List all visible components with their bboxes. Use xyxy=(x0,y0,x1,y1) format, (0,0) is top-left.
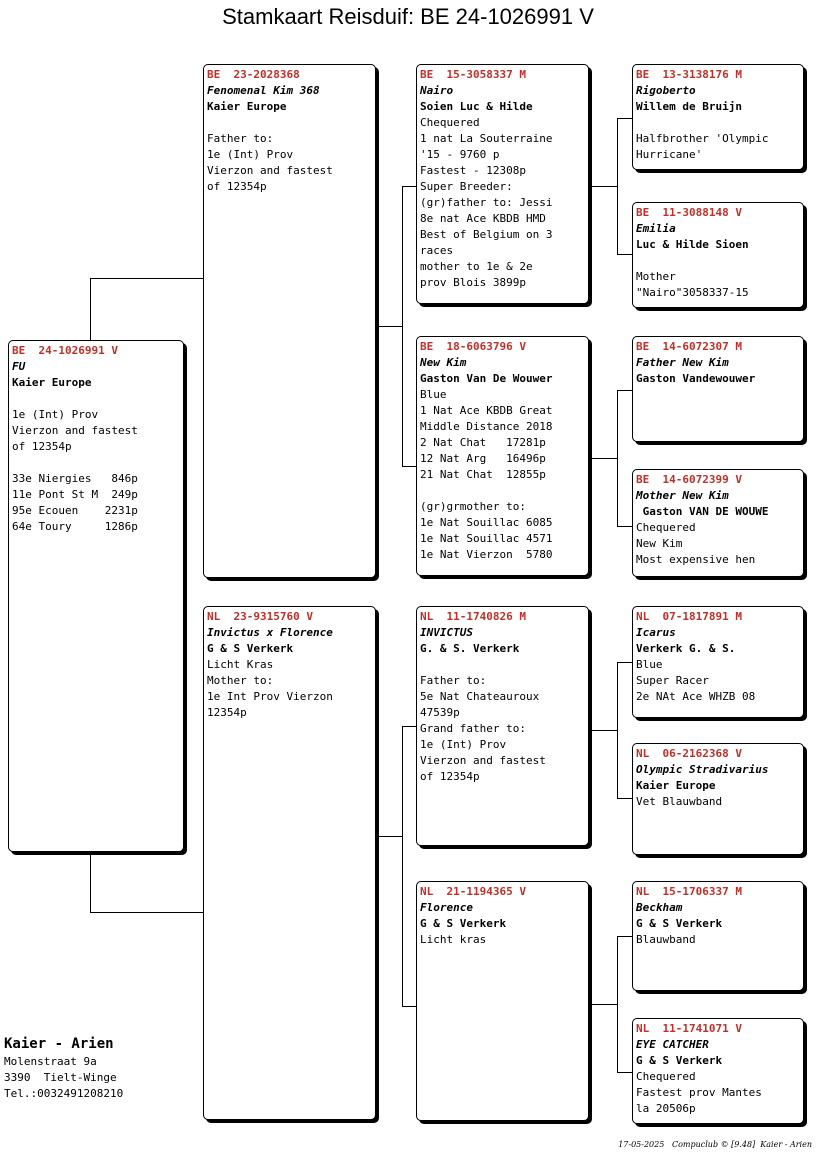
connector-line xyxy=(591,730,617,731)
info-line: 2e NAt Ace WHZB 08 xyxy=(636,690,756,703)
info-line: 5e Nat Chateauroux xyxy=(420,690,540,703)
owner-name: G & S Verkerk xyxy=(420,917,507,930)
info-line: Vet Blauwband xyxy=(636,795,723,808)
pigeon-name: Rigoberto xyxy=(636,84,696,97)
ring-number: NL 06-2162368 V xyxy=(636,747,742,760)
info-line: 12354p xyxy=(207,706,247,719)
info-line: Licht Kras xyxy=(207,658,274,671)
pigeon-name: Mother New Kim xyxy=(636,489,729,502)
pigeon-name: EYE CATCHER xyxy=(636,1038,709,1051)
footer-credits: 17-05-2025 Compuclub © [9.48] Kaier - Arien xyxy=(618,1140,812,1149)
info-line: Grand father to: xyxy=(420,722,526,735)
info-line: 1 nat La Souterraine xyxy=(420,132,553,145)
info-line xyxy=(420,657,585,673)
breeder-phone: Tel.:0032491208210 xyxy=(4,1087,124,1100)
breeder-name: Kaier - Arien xyxy=(4,1036,114,1052)
connector-line xyxy=(90,278,206,279)
info-line: 95e Ecouen 2231p xyxy=(12,504,138,517)
ring-number: BE 18-6063796 V xyxy=(420,340,526,353)
info-line: Chequered xyxy=(636,1070,696,1083)
info-line xyxy=(12,455,180,471)
info-line: races xyxy=(420,244,454,257)
info-line xyxy=(636,115,800,131)
connector-line xyxy=(617,662,633,663)
info-line: (gr)father to: Jessi xyxy=(420,196,553,209)
info-line: 1e (Int) Prov xyxy=(207,148,294,161)
owner-name: G & S Verkerk xyxy=(636,917,723,930)
info-line: 1e Int Prov Vierzon xyxy=(207,690,333,703)
info-line: Best of Belgium on 3 xyxy=(420,228,553,241)
connector-line xyxy=(90,912,206,913)
pigeon-name: Beckham xyxy=(636,901,683,914)
great-grandparent-card xyxy=(632,743,804,855)
paternal-grandfather-card xyxy=(416,64,589,304)
info-line: 12 Nat Arg 16496p xyxy=(420,452,546,465)
info-line: Chequered xyxy=(636,521,696,534)
connector-line xyxy=(402,726,403,1006)
info-line: 8e nat Ace KBDB HMD xyxy=(420,212,546,225)
info-line xyxy=(636,253,800,269)
owner-name: Soien Luc & Hilde xyxy=(420,100,533,113)
great-grandparent-card xyxy=(632,469,804,577)
info-line: mother to 1e & 2e xyxy=(420,260,533,273)
ring-number: NL 15-1706337 M xyxy=(636,885,742,898)
info-line xyxy=(207,115,372,131)
info-line: Most expensive hen xyxy=(636,553,756,566)
info-line xyxy=(12,391,180,407)
info-line: 2 Nat Chat 17281p xyxy=(420,436,546,449)
ring-number: BE 14-6072307 M xyxy=(636,340,742,353)
ring-number: BE 23-2028368 xyxy=(207,68,300,81)
info-line: Vierzon and fastest xyxy=(12,424,138,437)
ring-number: BE 11-3088148 V xyxy=(636,206,742,219)
info-line: "Nairo"3058337-15 xyxy=(636,286,749,299)
info-line: Father to: xyxy=(207,132,274,145)
ring-number: NL 07-1817891 M xyxy=(636,610,742,623)
info-line: of 12354p xyxy=(207,180,267,193)
ring-number: BE 24-1026991 V xyxy=(12,344,118,357)
info-line: 33e Niergies 846p xyxy=(12,472,138,485)
great-grandparent-card xyxy=(632,336,804,442)
connector-line xyxy=(617,936,633,937)
info-line: 1 Nat Ace KBDB Great xyxy=(420,404,553,417)
info-line: 21 Nat Chat 12855p xyxy=(420,468,546,481)
info-line: prov Blois 3899p xyxy=(420,276,526,289)
info-line: Blue xyxy=(636,658,663,671)
pigeon-name: Invictus x Florence xyxy=(207,626,333,639)
connector-line xyxy=(617,118,633,119)
pigeon-name: Emilia xyxy=(636,222,676,235)
page-title: Stamkaart Reisduif: BE 24-1026991 V xyxy=(222,4,594,29)
ring-number: NL 11-1740826 M xyxy=(420,610,526,623)
owner-name: Kaier Europe xyxy=(12,376,92,389)
owner-name: G & S Verkerk xyxy=(207,642,294,655)
info-line: of 12354p xyxy=(420,770,480,783)
info-line: Licht kras xyxy=(420,933,487,946)
owner-name: G. & S. Verkerk xyxy=(420,642,520,655)
info-line: '15 - 9760 p xyxy=(420,148,500,161)
info-line: Super Racer xyxy=(636,674,709,687)
info-line: Blauwband xyxy=(636,933,696,946)
connector-line xyxy=(378,836,402,837)
connector-line xyxy=(617,662,618,798)
connector-line xyxy=(591,186,617,187)
info-line: of 12354p xyxy=(12,440,72,453)
ring-number: NL 11-1741071 V xyxy=(636,1022,742,1035)
pigeon-name: New Kim xyxy=(420,356,467,369)
info-line: 64e Toury 1286p xyxy=(12,520,138,533)
connector-line xyxy=(617,936,618,1072)
info-line: Halfbrother 'Olympic xyxy=(636,132,769,145)
pigeon-name: Olympic Stradivarius xyxy=(636,763,769,776)
pigeon-name: INVICTUS xyxy=(420,626,473,639)
pigeon-name: Nairo xyxy=(420,84,454,97)
owner-name: G & S Verkerk xyxy=(636,1054,723,1067)
connector-line xyxy=(617,526,633,527)
connector-line xyxy=(90,278,91,342)
connector-line xyxy=(617,390,618,526)
paternal-grandmother-card xyxy=(416,336,589,576)
ring-number: NL 23-9315760 V xyxy=(207,610,313,623)
owner-name: Gaston Vandewouwer xyxy=(636,372,756,385)
great-grandparent-card xyxy=(632,202,804,308)
father-card xyxy=(203,64,376,578)
info-line: New Kim xyxy=(636,537,683,550)
info-line: Chequered xyxy=(420,116,480,129)
owner-name: Kaier Europe xyxy=(636,779,716,792)
connector-line xyxy=(378,326,402,327)
connector-line xyxy=(591,1004,617,1005)
connector-line xyxy=(402,186,403,466)
pigeon-name: Florence xyxy=(420,901,473,914)
info-line: Father to: xyxy=(420,674,487,687)
connector-line xyxy=(617,118,618,254)
owner-name: Gaston VAN DE WOUWE xyxy=(636,505,769,518)
great-grandparent-card xyxy=(632,881,804,991)
great-grandparent-card xyxy=(632,64,804,170)
info-line xyxy=(420,483,585,499)
info-line: Vierzon and fastest xyxy=(420,754,546,767)
great-grandparent-card xyxy=(632,606,804,718)
info-line: 1e Nat Vierzon 5780 xyxy=(420,548,553,561)
info-line: 1e Nat Souillac 6085 xyxy=(420,516,553,529)
info-line: (gr)grmother to: xyxy=(420,500,526,513)
owner-name: Verkerk G. & S. xyxy=(636,642,736,655)
connector-line xyxy=(617,1072,633,1073)
info-line: 1e Nat Souillac 4571 xyxy=(420,532,553,545)
ring-number: NL 21-1194365 V xyxy=(420,885,526,898)
info-line: Fastest - 12308p xyxy=(420,164,526,177)
pigeon-name: Father New Kim xyxy=(636,356,729,369)
owner-name: Kaier Europe xyxy=(207,100,287,113)
connector-line xyxy=(90,852,91,912)
breeder-city: 3390 Tielt-Winge xyxy=(4,1071,117,1084)
subject-pigeon-card xyxy=(8,340,184,852)
owner-name: Willem de Bruijn xyxy=(636,100,742,113)
info-line: 11e Pont St M 249p xyxy=(12,488,138,501)
info-line: Fastest prov Mantes xyxy=(636,1086,762,1099)
info-line: 1e (Int) Prov xyxy=(420,738,507,751)
info-line: Blue xyxy=(420,388,447,401)
maternal-grandmother-card xyxy=(416,881,589,1121)
mother-card xyxy=(203,606,376,1120)
info-line: Super Breeder: xyxy=(420,180,513,193)
great-grandparent-card xyxy=(632,1018,804,1124)
owner-name: Gaston Van De Wouwer xyxy=(420,372,553,385)
connector-line xyxy=(617,798,633,799)
pigeon-name: Icarus xyxy=(636,626,676,639)
pigeon-name: Fenomenal Kim 368 xyxy=(207,84,320,97)
info-line: Mother xyxy=(636,270,676,283)
ring-number: BE 13-3138176 M xyxy=(636,68,742,81)
owner-name: Luc & Hilde Sioen xyxy=(636,238,749,251)
info-line: 1e (Int) Prov xyxy=(12,408,99,421)
maternal-grandfather-card xyxy=(416,606,589,846)
info-line: Hurricane' xyxy=(636,148,703,161)
info-line: la 20506p xyxy=(636,1102,696,1115)
info-line: Middle Distance 2018 xyxy=(420,420,553,433)
ring-number: BE 15-3058337 M xyxy=(420,68,526,81)
connector-line xyxy=(617,390,633,391)
breeder-info xyxy=(4,1034,123,1102)
pigeon-name: FU xyxy=(12,360,26,373)
info-line: 47539p xyxy=(420,706,460,719)
connector-line xyxy=(591,458,617,459)
info-line: Vierzon and fastest xyxy=(207,164,333,177)
ring-number: BE 14-6072399 V xyxy=(636,473,742,486)
info-line: Mother to: xyxy=(207,674,274,687)
breeder-address: Molenstraat 9a xyxy=(4,1055,97,1068)
connector-line xyxy=(617,254,633,255)
